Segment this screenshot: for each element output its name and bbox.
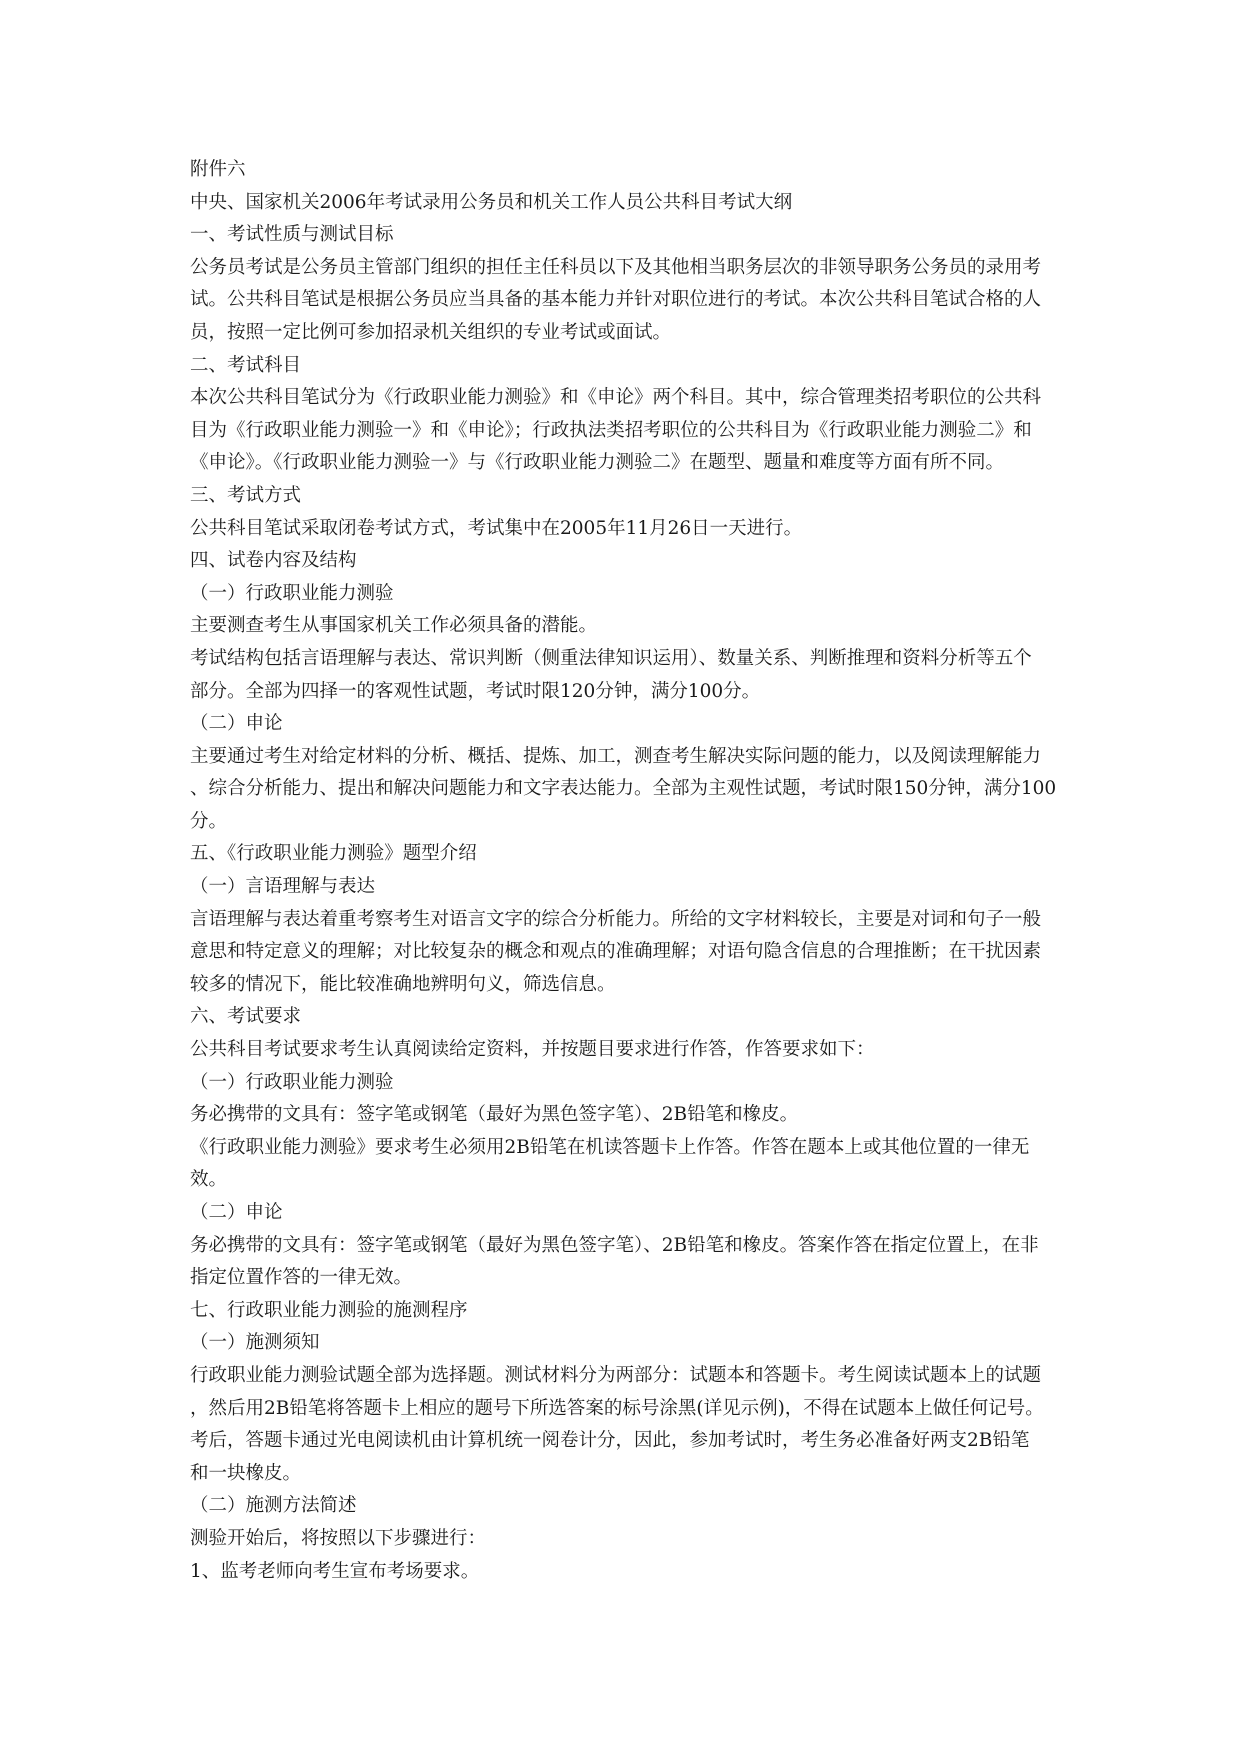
paragraph-line: 试。公共科目笔试是根据公务员应当具备的基本能力并针对职位进行的考试。本次公共科目笔试合格的人 bbox=[190, 289, 1042, 311]
paragraph-line: 意思和特定意义的理解；对比较复杂的概念和观点的准确理解；对语句隐含信息的合理推断；在干扰因素 bbox=[190, 941, 1042, 963]
document-body bbox=[190, 154, 1058, 1588]
subsection-heading: （一）施测须知 bbox=[190, 1332, 320, 1354]
paragraph-line: 考后，答题卡通过光电阅读机由计算机统一阅卷计分，因此，参加考试时，考生务必准备好两支2B铅笔 bbox=[190, 1430, 1030, 1452]
paragraph-line: 务必携带的文具有：签字笔或钢笔（最好为黑色签字笔）、2B铅笔和橡皮。 bbox=[190, 1104, 799, 1126]
paragraph-line: 本次公共科目笔试分为《行政职业能力测验》和《申论》两个科目。其中，综合管理类招考职位的公共科 bbox=[190, 387, 1042, 409]
section-heading: 七、行政职业能力测验的施测程序 bbox=[190, 1299, 468, 1321]
paragraph-line: 部分。全部为四择一的客观性试题，考试时限120分钟，满分100分。 bbox=[190, 680, 761, 702]
document-title: 中央、国家机关2006年考试录用公务员和机关工作人员公共科目考试大纲 bbox=[190, 191, 793, 213]
section-heading: 六、考试要求 bbox=[190, 1006, 302, 1028]
paragraph-line: 考试结构包括言语理解与表达、常识判断（侧重法律知识运用）、数量关系、判断推理和资料分析等五个 bbox=[190, 647, 1032, 669]
paragraph-line: 主要测查考生从事国家机关工作必须具备的潜能。 bbox=[190, 615, 598, 637]
paragraph-line: 和一块橡皮。 bbox=[190, 1462, 302, 1484]
subsection-heading: （一）言语理解与表达 bbox=[190, 876, 376, 898]
paragraph-line: 员，按照一定比例可参加招录机关组织的专业考试或面试。 bbox=[190, 321, 672, 343]
subsection-heading: （二）施测方法简述 bbox=[190, 1495, 357, 1517]
subsection-heading: （二）申论 bbox=[190, 713, 283, 735]
paragraph-line: 《行政职业能力测验》要求考生必须用2B铅笔在机读答题卡上作答。作答在题本上或其他位置的一律无 bbox=[190, 1136, 1030, 1158]
paragraph-line: 效。 bbox=[190, 1169, 228, 1191]
paragraph-line: 测验开始后，将按照以下步骤进行： bbox=[190, 1527, 487, 1549]
section-heading: 五、《行政职业能力测验》题型介绍 bbox=[190, 843, 477, 865]
section-heading: 二、考试科目 bbox=[190, 354, 302, 376]
section-heading: 一、考试性质与测试目标 bbox=[190, 224, 394, 246]
paragraph-line: 主要通过考生对给定材料的分析、概括、提炼、加工，测查考生解决实际问题的能力，以及阅读理解能力 bbox=[190, 745, 1042, 767]
paragraph-line: 公共科目笔试采取闭卷考试方式，考试集中在2005年11月26日一天进行。 bbox=[190, 517, 803, 539]
subsection-heading: （一）行政职业能力测验 bbox=[190, 1071, 394, 1093]
paragraph-line: 指定位置作答的一律无效。 bbox=[190, 1267, 413, 1289]
attachment-label: 附件六 bbox=[190, 159, 246, 180]
paragraph-line: 《申论》。《行政职业能力测验一》与《行政职业能力测验二》在题型、题量和难度等方面有所不同。 bbox=[190, 452, 1005, 474]
paragraph-line: 言语理解与表达着重考察考生对语言文字的综合分析能力。所给的文字材料较长，主要是对词和句子一般 bbox=[190, 908, 1042, 930]
section-heading: 四、试卷内容及结构 bbox=[190, 550, 357, 572]
paragraph-line: 公共科目考试要求考生认真阅读给定资料，并按题目要求进行作答，作答要求如下： bbox=[190, 1039, 875, 1061]
paragraph-line: 较多的情况下，能比较准确地辨明句义，筛选信息。 bbox=[190, 973, 616, 995]
paragraph-line: 、综合分析能力、提出和解决问题能力和文字表达能力。全部为主观性试题，考试时限150分钟，满分100 bbox=[190, 778, 1057, 800]
paragraph-line: 行政职业能力测验试题全部为选择题。测试材料分为两部分：试题本和答题卡。考生阅读试题本上的试题 bbox=[190, 1364, 1042, 1386]
paragraph-line: 分。 bbox=[190, 810, 228, 832]
list-item: 1、监考老师向考生宣布考场要求。 bbox=[190, 1560, 480, 1582]
subsection-heading: （一）行政职业能力测验 bbox=[190, 582, 394, 604]
paragraph-line: 公务员考试是公务员主管部门组织的担任主任科员以下及其他相当职务层次的非领导职务公务员的录用考 bbox=[190, 256, 1042, 278]
paragraph-line: ，然后用2B铅笔将答题卡上相应的题号下所选答案的标号涂黑(详见示例)，不得在试题本上做任何记号。 bbox=[190, 1397, 1044, 1419]
paragraph-line: 务必携带的文具有：签字笔或钢笔（最好为黑色签字笔）、2B铅笔和橡皮。答案作答在指定位置上，在非 bbox=[190, 1234, 1039, 1256]
subsection-heading: （二）申论 bbox=[190, 1202, 283, 1223]
section-heading: 三、考试方式 bbox=[190, 484, 302, 506]
paragraph-line: 目为《行政职业能力测验一》和《申论》；行政执法类招考职位的公共科目为《行政职业能力测验二》和 bbox=[190, 419, 1032, 441]
